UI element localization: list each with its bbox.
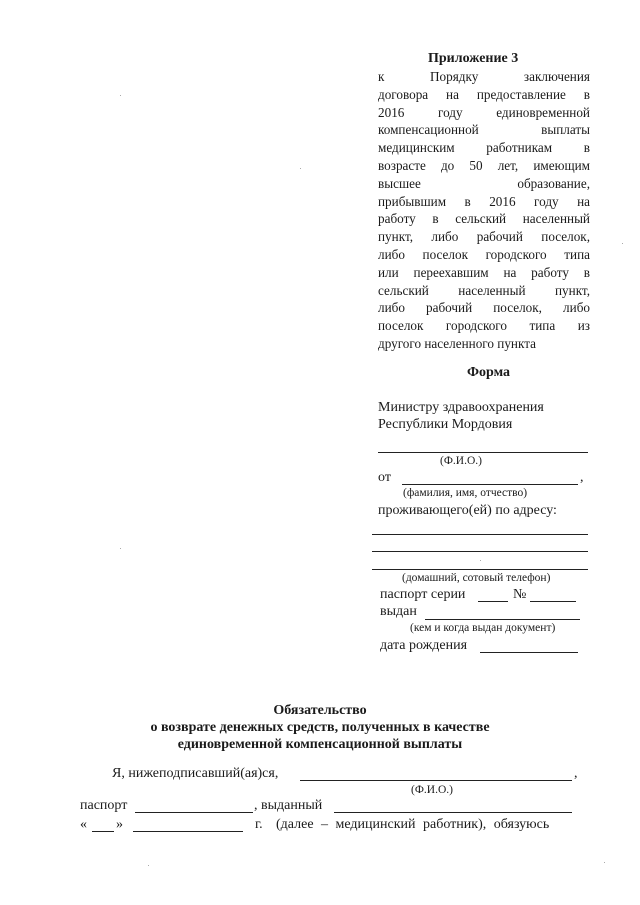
addressee-line-2: Республики Мордовия (378, 417, 513, 432)
passport-series-label: паспорт серии (380, 587, 466, 602)
address-line-1[interactable] (372, 534, 588, 535)
month-line[interactable] (133, 831, 243, 832)
year-label: г. (255, 817, 263, 832)
form-label: Форма (467, 365, 511, 380)
obligation-continuation: (далее – медицинский работник), обязуюсь (276, 817, 550, 832)
day-line[interactable] (92, 831, 114, 832)
scan-speck (148, 865, 149, 866)
obligation-passport-line[interactable] (135, 812, 253, 813)
appendix-line: либо поселок городского типа (378, 246, 590, 262)
obligation-issued-line[interactable] (334, 812, 572, 813)
issued-line[interactable] (425, 619, 580, 620)
obligation-subtitle-2: единовременной компенсационной выплаты (177, 737, 463, 752)
obligation-issued-label: , выданный (254, 798, 323, 813)
appendix-line: 2016 году единовременной (378, 104, 590, 120)
appendix-line: другого населенного пункта (378, 335, 536, 351)
appendix-line: медицинским работникам в (378, 140, 590, 156)
scan-speck (120, 548, 121, 549)
phone-line[interactable] (372, 569, 588, 570)
obligation-comma: , (574, 766, 578, 781)
scan-speck (604, 862, 605, 863)
obligation-passport-label: паспорт (80, 798, 128, 813)
issued-hint: (кем и когда выдан документ) (410, 622, 556, 634)
addressee-line-1: Министру здравоохранения (378, 400, 544, 415)
address-label: проживающего(ей) по адресу: (378, 503, 557, 518)
obligation-subtitle-1: о возврате денежных средств, полученных в качестве (150, 720, 490, 735)
quote-open: « (80, 817, 87, 832)
address-line-2[interactable] (372, 551, 588, 552)
obligation-fio-hint: (Ф.И.О.) (411, 784, 453, 796)
phone-hint: (домашний, сотовый телефон) (402, 572, 551, 584)
appendix-line: договора на предоставление в (378, 86, 590, 102)
appendix-text (378, 68, 590, 353)
appendix-line: пункт, либо рабочий поселок, (378, 229, 590, 245)
issued-label: выдан (380, 604, 417, 619)
addressee-block (378, 399, 544, 433)
appendix-title: Приложение 3 (428, 51, 519, 66)
scan-speck (480, 560, 481, 561)
name-hint: (фамилия, имя, отчество) (403, 487, 528, 499)
passport-number-line[interactable] (530, 601, 576, 602)
from-name-line[interactable] (402, 484, 578, 485)
appendix-line: либо рабочий поселок, либо (378, 300, 590, 316)
appendix-line: или переехавшим на работу в (378, 264, 590, 280)
appendix-line: высшее образование, (378, 175, 590, 191)
obligation-intro: Я, нижеподписавший(ая)ся, (112, 766, 279, 781)
passport-series-line[interactable] (478, 601, 508, 602)
birth-date-line[interactable] (480, 652, 578, 653)
appendix-line: к Порядку заключения (378, 69, 590, 84)
obligation-title: Обязательство (273, 703, 367, 718)
from-comma: , (580, 470, 584, 485)
quote-close: » (116, 817, 123, 832)
appendix-line: возрасте до 50 лет, имеющим (378, 157, 590, 173)
scan-speck (120, 95, 121, 96)
appendix-line: прибывшим в 2016 году на (378, 193, 590, 209)
from-label: от (378, 470, 391, 485)
birth-date-label: дата рождения (380, 638, 468, 653)
appendix-line: сельский населенный пункт, (378, 282, 590, 298)
appendix-line: работу в сельский населенный (378, 211, 590, 227)
scan-speck (622, 243, 623, 244)
fio-hint: (Ф.И.О.) (440, 455, 482, 467)
obligation-fio-line[interactable] (300, 780, 572, 781)
scan-speck (300, 168, 301, 169)
appendix-line: компенсационной выплаты (378, 122, 590, 138)
appendix-line: поселок городского типа из (378, 318, 590, 334)
fio-line[interactable] (378, 452, 588, 453)
passport-number-label: № (513, 587, 527, 602)
